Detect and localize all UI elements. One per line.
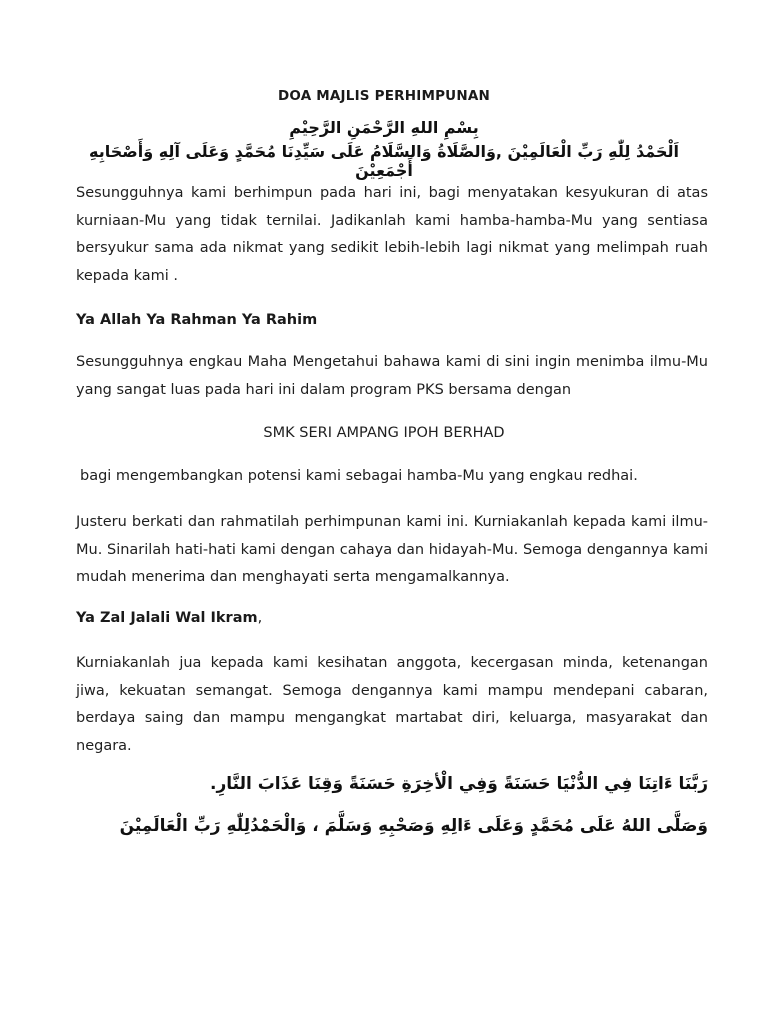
- bismillah-text: بِسْمِ اللهِ الرَّحْمَنِ الرَّحِيْمِ: [289, 118, 479, 137]
- paragraph-blessing: Justeru berkati dan rahmatilah perhimpunan kami ini. Kurniakanlah kepada kami ilmu-Mu. Sinarilah hati-hati kami dengan cahaya dan hidayah-Mu. Semoga dengannya kami mudah menerima dan menghayati serta mengamalkannya.: [76, 514, 708, 585]
- paragraph-gratitude: Sesungguhnya kami berhimpun pada hari ini, bagi menyatakan kesyukuran di atas kurniaan-Mu yang tidak ternilai. Jadikanlah kami hamba-hamba-Mu yang sentiasa bersyukur sama ada nikmat yang sedikit lebih-lebih lagi nikmat yang melimpah ruah kepada kami .: [76, 185, 708, 284]
- paragraph-knowledge: Sesungguhnya engkau Maha Mengetahui bahawa kami di sini ingin menimba ilmu-Mu yang sangat luas pada hari ini dalam program PKS bersama dengan: [76, 354, 708, 398]
- heading-ya-allah: Ya Allah Ya Rahman Ya Rahim: [76, 312, 318, 328]
- paragraph-health: Kurniakanlah jua kepada kami kesihatan anggota, kecergasan minda, ketenangan jiwa, kekuatan semangat. Semoga dengannya kami mampu mendepani cabaran, berdaya saing dan mampu mengangkat martabat diri, keluarga, masyarakat dan negara.: [76, 655, 708, 754]
- opening-arabic-text: اَلْحَمْدُ لِلّٰهِ رَبِّ الْعَالَمِيْنَ ,وَالصَّلَاةُ وَالسَّلَامُ عَلَى سَيِّدِنَا مُحَمَّدٍ وَعَلَى آلِهِ وَأَصْحَابِهِ أَجْمَعِيْنَ: [89, 142, 679, 180]
- document-title: DOA MAJLIS PERHIMPUNAN: [278, 88, 490, 104]
- heading-ya-zal-jalali: [76, 610, 262, 626]
- paragraph-potential: bagi mengembangkan potensi kami sebagai hamba-Mu yang engkau redhai.: [80, 468, 638, 484]
- organisation-name: SMK SERI AMPANG IPOH BERHAD: [263, 425, 505, 441]
- closing-doa-1: رَبَّنَا ءَاتِنَا فِي الدُّنْيَا حَسَنَةً وَفِي الْأخِرَةِ حَسَنَةً وَقِنَا عَذَابَ النَّارِ.: [210, 774, 708, 794]
- closing-doa-2: وَصَلَّى اللهُ عَلَى مُحَمَّدٍ وَعَلَى ءَالِهِ وَصَحْبِهِ وَسَلَّمَ ، وَالْحَمْدُلِلّٰهِ رَبِّ الْعَالَمِيْنَ: [119, 816, 708, 836]
- heading-comma: ,: [257, 610, 263, 626]
- heading-ya-zal-jalali-text: Ya Zal Jalali Wal Ikram: [76, 610, 258, 626]
